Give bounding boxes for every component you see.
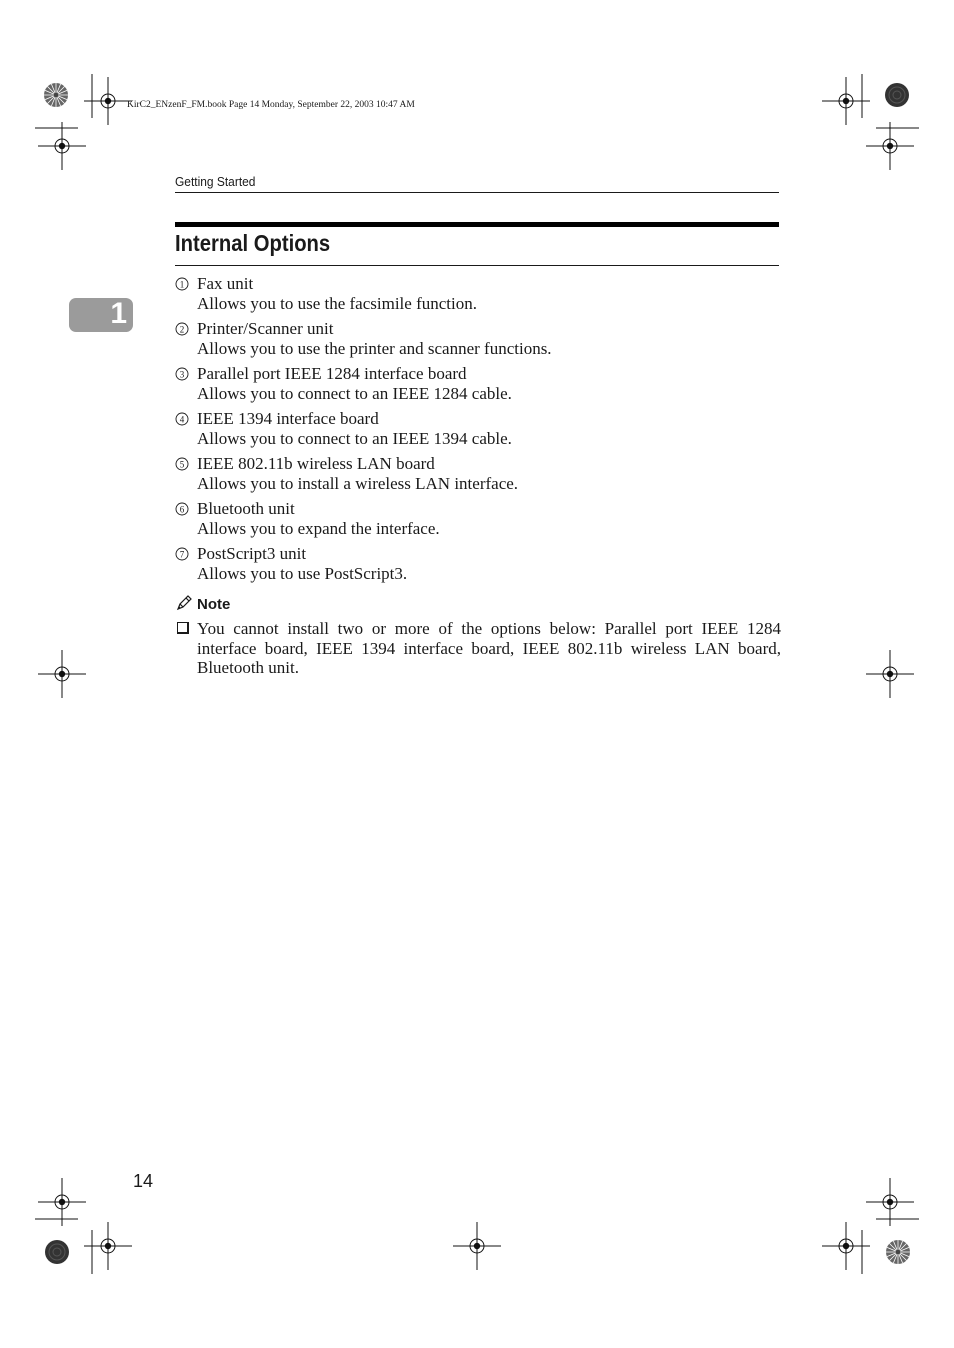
- option-description: Allows you to use the facsimile function.: [197, 293, 477, 313]
- option-name: IEEE 802.11b wireless LAN board: [197, 454, 435, 473]
- option-item: [175, 454, 785, 493]
- circled-number-icon: [175, 322, 189, 336]
- running-header: Getting Started: [175, 174, 256, 189]
- svg-text:5: 5: [179, 459, 185, 470]
- circled-number-icon: [175, 502, 189, 516]
- title-bottom-rule: [175, 265, 779, 266]
- option-description: Allows you to use the printer and scanner functions.: [197, 338, 552, 358]
- note-item: [175, 619, 781, 678]
- option-item: [175, 364, 785, 403]
- option-description: Allows you to connect to an IEEE 1284 cable.: [197, 383, 512, 403]
- option-item: [175, 544, 785, 583]
- option-name: IEEE 1394 interface board: [197, 409, 379, 428]
- option-name: Fax unit: [197, 274, 254, 293]
- checkbox-bullet-icon: [177, 622, 189, 634]
- option-description: Allows you to install a wireless LAN interface.: [197, 473, 519, 493]
- svg-text:1: 1: [179, 279, 185, 290]
- circled-number-icon: [175, 367, 189, 381]
- option-description: Allows you to use PostScript3.: [197, 563, 408, 583]
- svg-text:3: 3: [179, 369, 185, 380]
- option-item: [175, 319, 785, 358]
- chapter-tab: [69, 298, 133, 332]
- svg-text:7: 7: [179, 549, 185, 560]
- option-name: Parallel port IEEE 1284 interface board: [197, 364, 467, 383]
- page-number: 14: [133, 1171, 154, 1191]
- circled-number-icon: [175, 457, 189, 471]
- option-item: [175, 499, 785, 538]
- svg-text:6: 6: [179, 504, 185, 515]
- chapter-number: 1: [110, 297, 127, 330]
- svg-text:4: 4: [179, 414, 185, 425]
- page-title: Internal Options: [175, 230, 331, 256]
- note-label: Note: [197, 596, 231, 613]
- option-item: [175, 274, 785, 313]
- option-name: Bluetooth unit: [197, 499, 295, 518]
- circled-number-icon: [175, 412, 189, 426]
- option-description: Allows you to expand the interface.: [197, 518, 440, 538]
- svg-text:2: 2: [179, 324, 185, 335]
- option-name: PostScript3 unit: [197, 544, 307, 563]
- title-top-rule: [175, 222, 779, 227]
- circled-number-icon: [175, 547, 189, 561]
- option-item: [175, 409, 785, 448]
- book-info-line: KirC2_ENzenF_FM.book Page 14 Monday, September 22, 2003 10:47 AM: [127, 100, 415, 110]
- pencil-icon: [175, 594, 193, 612]
- note-text: You cannot install two or more of the options below: Parallel port IEEE 1284 interface board, IEEE 1394 interface board, IEEE 802.11b wireless LAN board, Bluetooth unit.: [197, 619, 781, 677]
- option-description: Allows you to connect to an IEEE 1394 cable.: [197, 428, 512, 448]
- header-rule: [175, 192, 779, 193]
- option-name: Printer/Scanner unit: [197, 319, 334, 338]
- circled-number-icon: [175, 277, 189, 291]
